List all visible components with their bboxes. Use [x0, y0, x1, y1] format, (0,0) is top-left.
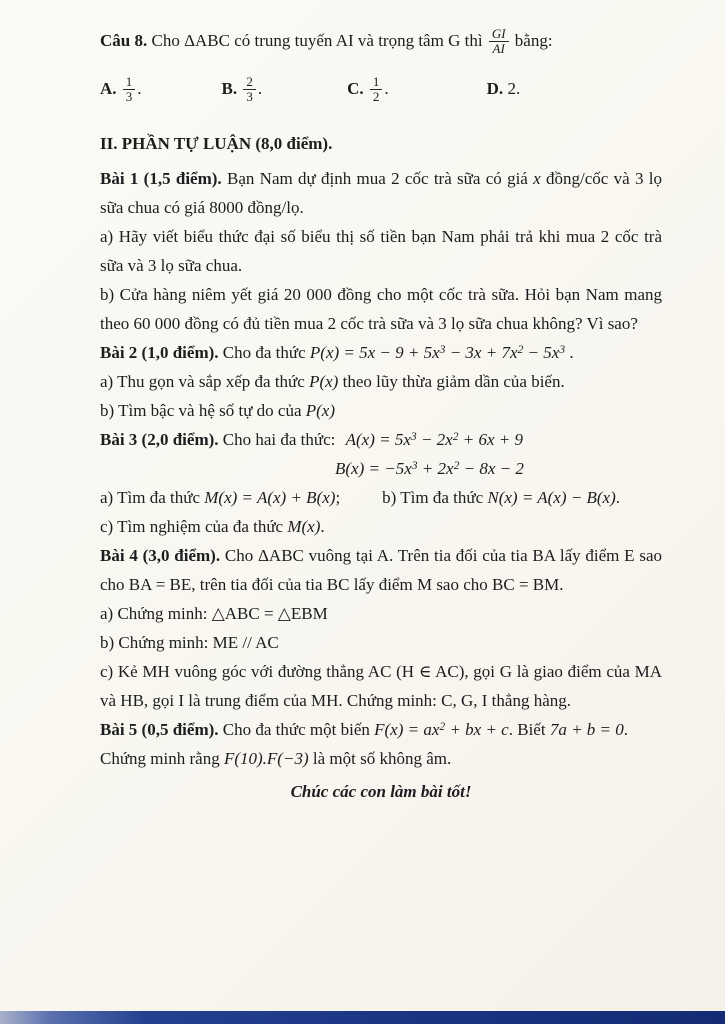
text-run: b) Tìm đa thức — [382, 488, 488, 508]
text-run: Cho hai đa thức: — [222, 430, 340, 450]
text-run: 2 — [452, 430, 459, 444]
fraction-numerator: GI — [491, 25, 506, 41]
spacer — [100, 473, 335, 474]
text-run: F(x) = ax — [374, 720, 440, 740]
text-run: B(x) = −5x — [335, 459, 412, 479]
answer-options — [100, 74, 662, 103]
text-run: Bạn Nam dự định mua 2 cốc trà sữa có giá — [226, 169, 534, 189]
text-run: F(10).F(−3) — [223, 749, 309, 769]
text-run: Bài 2 (1,0 điểm). — [100, 343, 223, 363]
text-run: . Biết — [508, 720, 550, 740]
bai3-intro — [100, 425, 662, 454]
text-run: b) Tìm bậc và hệ số tự do của — [100, 401, 306, 421]
text-run: − 8x − 2 — [459, 459, 524, 479]
fraction-numerator: 2 — [246, 74, 253, 89]
text-run: M(x) = A(x) + B(x) — [204, 488, 336, 508]
text-run: Bài 4 (3,0 điểm). — [100, 546, 225, 566]
bai4-intro — [100, 541, 662, 599]
text-run: 3 — [411, 459, 418, 473]
text-run: Chứng minh rằng — [100, 749, 224, 769]
text-run: 2 — [439, 720, 446, 734]
text-run: c) Tìm nghiệm của đa thức — [100, 517, 288, 537]
text-run: M(x) — [287, 517, 321, 537]
bai1-intro — [100, 164, 662, 222]
fraction-denominator: 3 — [123, 89, 136, 104]
text-run: . — [137, 79, 142, 99]
bai4-part-b — [100, 628, 662, 657]
text-run: ; — [335, 488, 341, 508]
text-run: B. — [221, 79, 242, 99]
text-run: Bài 1 (1,5 điểm). — [100, 169, 227, 189]
text-run: Câu 8. — [100, 31, 152, 50]
section-heading — [100, 129, 662, 158]
text-run: Bài 5 (0,5 điểm). — [100, 720, 223, 740]
text-run: + 6x + 9 — [458, 430, 524, 450]
text-run: . — [384, 79, 389, 99]
bai4-part-c — [100, 657, 662, 715]
text-run: . — [257, 79, 263, 99]
bai3-parts-ab — [100, 483, 662, 512]
text-run: P(x) = 5x − 9 + 5x — [309, 343, 440, 363]
text-run: 2. — [507, 79, 521, 99]
text-run: − 2x — [416, 430, 453, 450]
scan-edge-artifact — [0, 1011, 725, 1024]
text-run: b) Cửa hàng niêm yết giá 20 000 đồng cho một cốc trà sữa. Hỏi bạn Nam mang theo 60 000 đồng có đủ tiền mua 2 cốc trà sữa và 3 lọ sữa chua không? Vì sao? — [100, 285, 662, 334]
bai3-bx-line — [100, 454, 662, 483]
text-run: theo lũy thừa giảm dần của biến. — [338, 372, 565, 392]
fraction-numerator: 1 — [125, 74, 133, 89]
text-run: 3 — [559, 343, 566, 357]
text-run: Bài 3 (2,0 điểm). — [100, 430, 223, 450]
text-run: a) Chứng minh: — [100, 604, 212, 624]
text-run: D. — [486, 79, 508, 99]
text-run: II. PHẦN TỰ LUẬN (8,0 điểm). — [100, 134, 333, 154]
spacer — [262, 93, 347, 94]
text-run: a) Tìm đa thức — [100, 488, 205, 508]
text-run: 2 — [453, 459, 460, 473]
bai5-line2 — [100, 744, 662, 773]
question-cau8 — [100, 26, 662, 55]
text-run: − 3x + 7x — [445, 343, 518, 363]
fraction — [243, 75, 256, 103]
fraction — [489, 27, 509, 55]
text-run: Cho đa thức — [222, 343, 310, 363]
text-run: + 2x — [417, 459, 454, 479]
text-run: x — [533, 169, 541, 189]
document-body — [100, 26, 662, 806]
text-run: 3 — [439, 343, 446, 357]
text-run: là một số không âm. — [308, 749, 452, 769]
text-run: A(x) = 5x — [345, 430, 411, 450]
closing-message — [100, 777, 662, 806]
text-run: Cho ΔABC có trung tuyến AI và trọng tâm G thì — [151, 31, 487, 50]
text-run: Chúc các con làm bài tốt! — [290, 782, 472, 802]
text-run: . — [615, 488, 620, 508]
text-run: 2 — [517, 343, 524, 357]
text-run: 3 — [410, 430, 417, 444]
spacer — [142, 93, 222, 94]
text-run: Cho ΔABC vuông tại A. Trên tia đối của tia BA lấy điểm E sao cho BA = BE, trên tia đối của tia BC lấy điểm M sao cho BC = BM. — [100, 546, 662, 595]
text-run: A. — [100, 79, 121, 99]
text-run: a) Hãy viết biểu thức đại số biểu thị số tiền bạn Nam phải trả khi mua 2 cốc trà sữa và 3 lọ sữa chua. — [100, 227, 662, 276]
spacer — [389, 93, 487, 94]
spacer — [340, 502, 382, 503]
text-run: C. — [347, 79, 368, 99]
text-run: . — [320, 517, 325, 537]
text-run: 7a + b = 0 — [549, 720, 624, 740]
bai1-part-b — [100, 280, 662, 338]
fraction-denominator: AI — [489, 41, 509, 56]
bai3-part-c — [100, 512, 662, 541]
text-run: c) Kẻ MH vuông góc với đường thẳng AC (H ∈ AC), gọi G là giao điểm của MA và HB, gọi I là trung điểm của MH. Chứng minh: C, G, I thẳng hàng. — [100, 662, 662, 711]
bai4-part-a — [100, 599, 662, 628]
fraction-numerator: 1 — [372, 74, 380, 89]
text-run: − 5x — [523, 343, 560, 363]
fraction-denominator: 2 — [370, 89, 383, 104]
text-run: + bx + c — [445, 720, 509, 740]
text-run: . — [565, 343, 574, 363]
text-run: bằng: — [510, 31, 553, 50]
bai1-part-a — [100, 222, 662, 280]
fraction — [123, 75, 136, 103]
text-run: a) Thu gọn và sắp xếp đa thức — [100, 372, 310, 392]
text-run: . — [623, 720, 629, 740]
bai5-intro — [100, 715, 662, 744]
text-run: P(x) — [309, 372, 339, 392]
text-run: b) Chứng minh: ME // AC — [100, 633, 279, 653]
text-run: N(x) = A(x) − B(x) — [487, 488, 616, 508]
text-run: P(x) — [305, 401, 336, 421]
text-run: △ABC = △EBM — [211, 604, 328, 624]
text-run: đồng/cốc và 3 lọ sữa chua có giá 8000 đồng/lọ. — [100, 169, 662, 218]
bai2-intro — [100, 338, 662, 367]
fraction-denominator: 3 — [243, 89, 256, 104]
text-run: Cho đa thức một biến — [222, 720, 375, 740]
fraction — [370, 75, 383, 103]
bai2-part-a — [100, 367, 662, 396]
bai2-part-b — [100, 396, 662, 425]
